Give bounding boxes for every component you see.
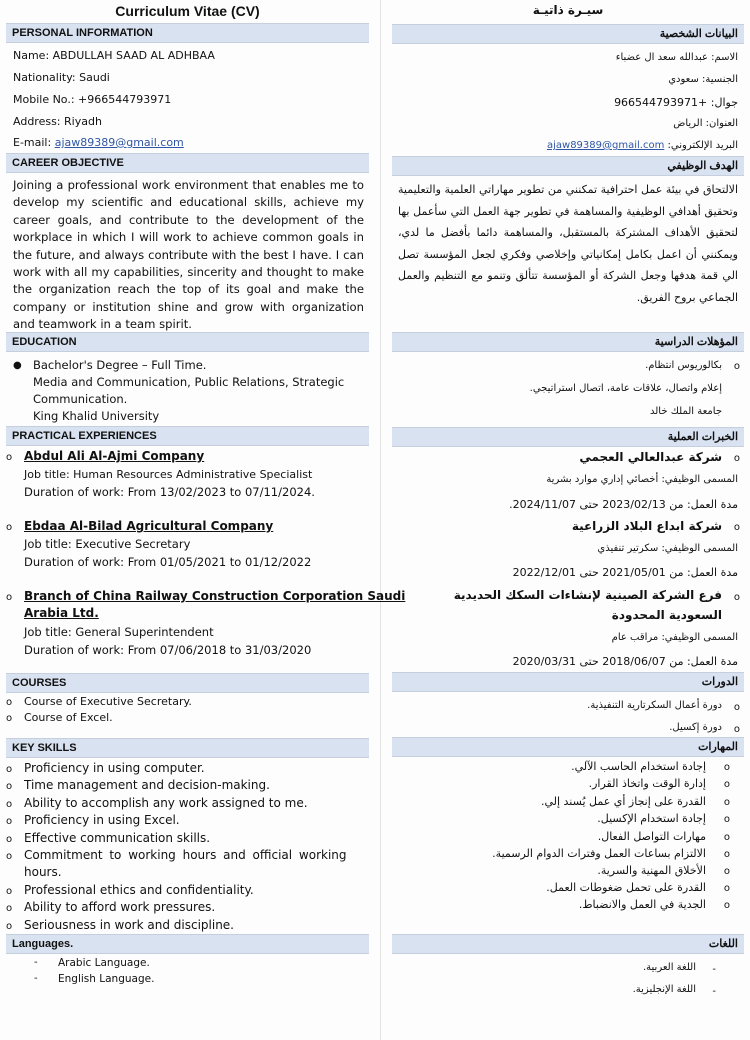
skill-item-ar: إجادة استخدام الحاسب الآلي.	[571, 760, 706, 773]
languages-header: Languages.	[6, 934, 369, 954]
experience-bullet: o	[6, 592, 13, 603]
experience-bullet: o	[6, 452, 13, 463]
job-title-ar: المسمى الوظيفي: سكرتير تنفيذي	[597, 543, 738, 554]
company-name: Ebdaa Al-Bilad Agricultural Company	[24, 519, 274, 533]
experience-bullet: o	[6, 522, 13, 533]
skill-bullet-ar: o	[723, 883, 730, 894]
job-title-ar: المسمى الوظيفي: مراقب عام	[611, 632, 738, 643]
course-bullet: o	[6, 713, 13, 724]
skill-item-ar: مهارات التواصل الفعال.	[597, 830, 706, 843]
education-major-cont: Communication.	[33, 392, 128, 406]
personal-info-header-ar: البيانات الشخصية	[392, 24, 744, 44]
education-header-ar: المؤهلات الدراسية	[392, 332, 744, 352]
education-degree: Bachelor's Degree – Full Time.	[33, 358, 207, 372]
mobile-line: Mobile No.: +966544793971	[13, 93, 172, 106]
name-line-ar: الاسم: عبدالله سعد ال عضباء	[615, 52, 738, 63]
skill-bullet: o	[6, 799, 13, 810]
education-major: Media and Communication, Public Relations, Strategic	[33, 375, 345, 389]
course-bullet: o	[6, 697, 13, 708]
skill-item-ar: القدرة على تحمل ضغوطات العمل.	[546, 881, 706, 894]
cv-title-ar: سيـرة ذاتيـة	[532, 3, 604, 17]
practical-experience-header: PRACTICAL EXPERIENCES	[6, 426, 369, 446]
company-name-cont: Arabia Ltd.	[24, 606, 99, 620]
skill-bullet: o	[6, 781, 13, 792]
skill-item: Professional ethics and confidentiality.	[24, 883, 254, 897]
company-name: Branch of China Railway Construction Corporation Saudi	[24, 589, 406, 603]
education-university: King Khalid University	[33, 409, 160, 423]
work-duration: Duration of work: From 07/06/2018 to 31/03/2020	[24, 643, 312, 657]
skill-bullet-ar: o	[723, 779, 730, 790]
education-degree-ar: بكالوريوس انتظام.	[645, 360, 722, 371]
company-name-ar: شركة ابداع البلاد الزراعية	[571, 519, 722, 533]
skill-item: Seriousness in work and discipline.	[24, 918, 234, 932]
skill-bullet: o	[6, 816, 13, 827]
skill-bullet-ar: o	[723, 762, 730, 773]
career-objective-header-ar: الهدف الوظيفي	[392, 156, 744, 176]
career-objective-header: CAREER OBJECTIVE	[6, 153, 369, 173]
skill-item: Time management and decision-making.	[24, 778, 270, 792]
arabic-column	[392, 0, 744, 1040]
work-duration: Duration of work: From 13/02/2023 to 07/11/2024.	[24, 485, 315, 499]
skill-item: Ability to accomplish any work assigned to me.	[24, 796, 308, 810]
personal-info-header: PERSONAL INFORMATION	[6, 23, 369, 43]
skill-item-ar: الالتزام بساعات العمل وفترات الدوام الرسمية.	[492, 847, 706, 860]
email-label-ar: البريد الإلكتروني:	[667, 140, 738, 151]
course-bullet-ar: o	[733, 724, 740, 735]
skill-item-cont: hours.	[24, 865, 62, 879]
languages-header-ar: اللغات	[392, 934, 744, 954]
skill-bullet: o	[6, 851, 13, 862]
skill-item-ar: الأخلاق المهنية والسرية.	[597, 864, 706, 877]
email-link-ar[interactable]: ajaw89389@gmail.com	[546, 140, 665, 151]
skill-bullet-ar: o	[723, 832, 730, 843]
job-title-ar: المسمى الوظيفي: أخصائي إداري موارد بشرية	[546, 474, 738, 485]
name-line: Name: ABDULLAH SAAD AL ADHBAA	[13, 49, 215, 62]
skill-bullet: o	[6, 834, 13, 845]
skill-item: Proficiency in using computer.	[24, 761, 205, 775]
job-title: Job title: General Superintendent	[24, 625, 214, 639]
work-duration: Duration of work: From 01/05/2021 to 01/12/2022	[24, 555, 312, 569]
skill-bullet: o	[6, 764, 13, 775]
experience-bullet-ar: o	[733, 522, 740, 533]
skill-item: Ability to afford work pressures.	[24, 900, 216, 914]
email-link[interactable]: ajaw89389@gmail.com	[54, 136, 184, 149]
skill-bullet-ar: o	[723, 814, 730, 825]
education-bullet-ar: o	[733, 361, 740, 372]
cv-title: Curriculum Vitae (CV)	[115, 3, 260, 19]
skill-bullet-ar: o	[723, 900, 730, 911]
email-line-ar	[392, 140, 744, 151]
mobile-line-ar: جوال: +966544793971	[614, 96, 738, 109]
work-duration-ar: مدة العمل: من 2023/02/13 حتى 2024/11/07.	[509, 498, 738, 511]
skill-item: Proficiency in using Excel.	[24, 813, 180, 827]
career-objective-text-ar: الالتحاق في بيئة عمل احترافية تمكنني من تطوير مهاراتي العلمية والتعليمية وتحقيق أهدافي الوظيفية والمساهمة في تطوير جهة العمل التي سأعمل بها لتحقيق الأهداف المشتركة بالمستقبل، والمساهمة دائما بأفضل ما لدي، ويمكنني أن اعمل بكامل إمكانياتي وإخلاصي وفكري لجعل المؤسسة تصل الي قمة هدفها وجعل الشركة أو المؤسسة تتألق وتنمو مع التنظيم والعمل الجماعي بروح الفريق.	[398, 183, 738, 304]
key-skills-header: KEY SKILLS	[6, 738, 369, 758]
job-title: Job title: Human Resources Administrative Specialist	[24, 468, 313, 481]
language-item-ar: اللغة الإنجليزية.	[632, 984, 696, 995]
company-name-ar: فرع الشركة الصينية لإنشاءات السكك الحديدية	[453, 588, 722, 602]
work-duration-ar: مدة العمل: من 2018/06/07 حتى 2020/03/31	[512, 655, 738, 668]
address-line-ar: العنوان: الرياض	[673, 118, 738, 129]
courses-header: COURSES	[6, 673, 369, 693]
language-dash: -	[34, 973, 38, 984]
skill-bullet-ar: o	[723, 797, 730, 808]
email-line	[6, 136, 369, 149]
education-bullet: ●	[13, 360, 22, 371]
company-name-cont-ar: السعودية المحدودة	[611, 608, 722, 622]
course-item: Course of Excel.	[24, 711, 113, 724]
courses-header-ar: الدورات	[392, 672, 744, 692]
nationality-line-ar: الجنسية: سعودي	[668, 74, 738, 85]
email-label: E-mail:	[13, 136, 52, 149]
skill-item: Commitment to working hours and official working	[24, 848, 347, 862]
nationality-line: Nationality: Saudi	[13, 71, 110, 84]
course-bullet-ar: o	[733, 702, 740, 713]
language-dash-ar: -	[712, 964, 716, 975]
skill-item: Effective communication skills.	[24, 831, 211, 845]
company-name-ar: شركة عبدالعالي العجمي	[579, 450, 722, 464]
language-dash: -	[34, 957, 38, 968]
job-title: Job title: Executive Secretary	[24, 537, 191, 551]
skill-bullet-ar: o	[723, 866, 730, 877]
course-item-ar: دورة أعمال السكرتارية التنفيذية.	[587, 700, 722, 711]
english-column	[6, 0, 406, 1040]
skill-item-ar: القدرة على إنجاز أي عمل يُسند إلي.	[540, 795, 706, 808]
language-dash-ar: -	[712, 986, 716, 997]
skill-item-ar: الجدية في العمل والانضباط.	[578, 898, 706, 911]
education-major-ar: إعلام واتصال، علاقات عامة، اتصال استراتيجي.	[529, 383, 722, 394]
experience-bullet-ar: o	[733, 453, 740, 464]
address-line: Address: Riyadh	[13, 115, 102, 128]
education-university-ar: جامعة الملك خالد	[650, 406, 722, 417]
skill-bullet: o	[6, 903, 13, 914]
course-item-ar: دورة إكسيل.	[669, 722, 722, 733]
language-item: Arabic Language.	[58, 957, 150, 969]
skill-bullet: o	[6, 921, 13, 932]
key-skills-header-ar: المهارات	[392, 737, 744, 757]
education-header: EDUCATION	[6, 332, 369, 352]
experience-bullet-ar: o	[733, 592, 740, 603]
course-item: Course of Executive Secretary.	[24, 695, 192, 708]
practical-experience-header-ar: الخبرات العملية	[392, 427, 744, 447]
skill-bullet-ar: o	[723, 849, 730, 860]
skill-item-ar: إجادة استخدام الإكسيل.	[597, 812, 706, 825]
column-divider	[380, 0, 381, 1040]
skill-item-ar: إدارة الوقت واتخاذ القرار.	[588, 777, 706, 790]
career-objective-text: Joining a professional work environment that enables me to develop my scientific and educational skills, achieve my career goals, and contribute to the development of the workplace in which I will work to achieve common goals in the future, and always contribute with the best I have. I can work with all my capabilities, sincerity and thought to make the organization reach the top of its goal and make the company or institution shine and grow with organization and teamwork in a team spirit.	[13, 178, 364, 332]
language-item: English Language.	[58, 973, 155, 985]
company-name: Abdul Ali Al-Ajmi Company	[24, 449, 205, 463]
work-duration-ar: مدة العمل: من 2021/05/01 حتى 2022/12/01	[512, 566, 738, 579]
language-item-ar: اللغة العربية.	[642, 962, 696, 973]
skill-bullet: o	[6, 886, 13, 897]
